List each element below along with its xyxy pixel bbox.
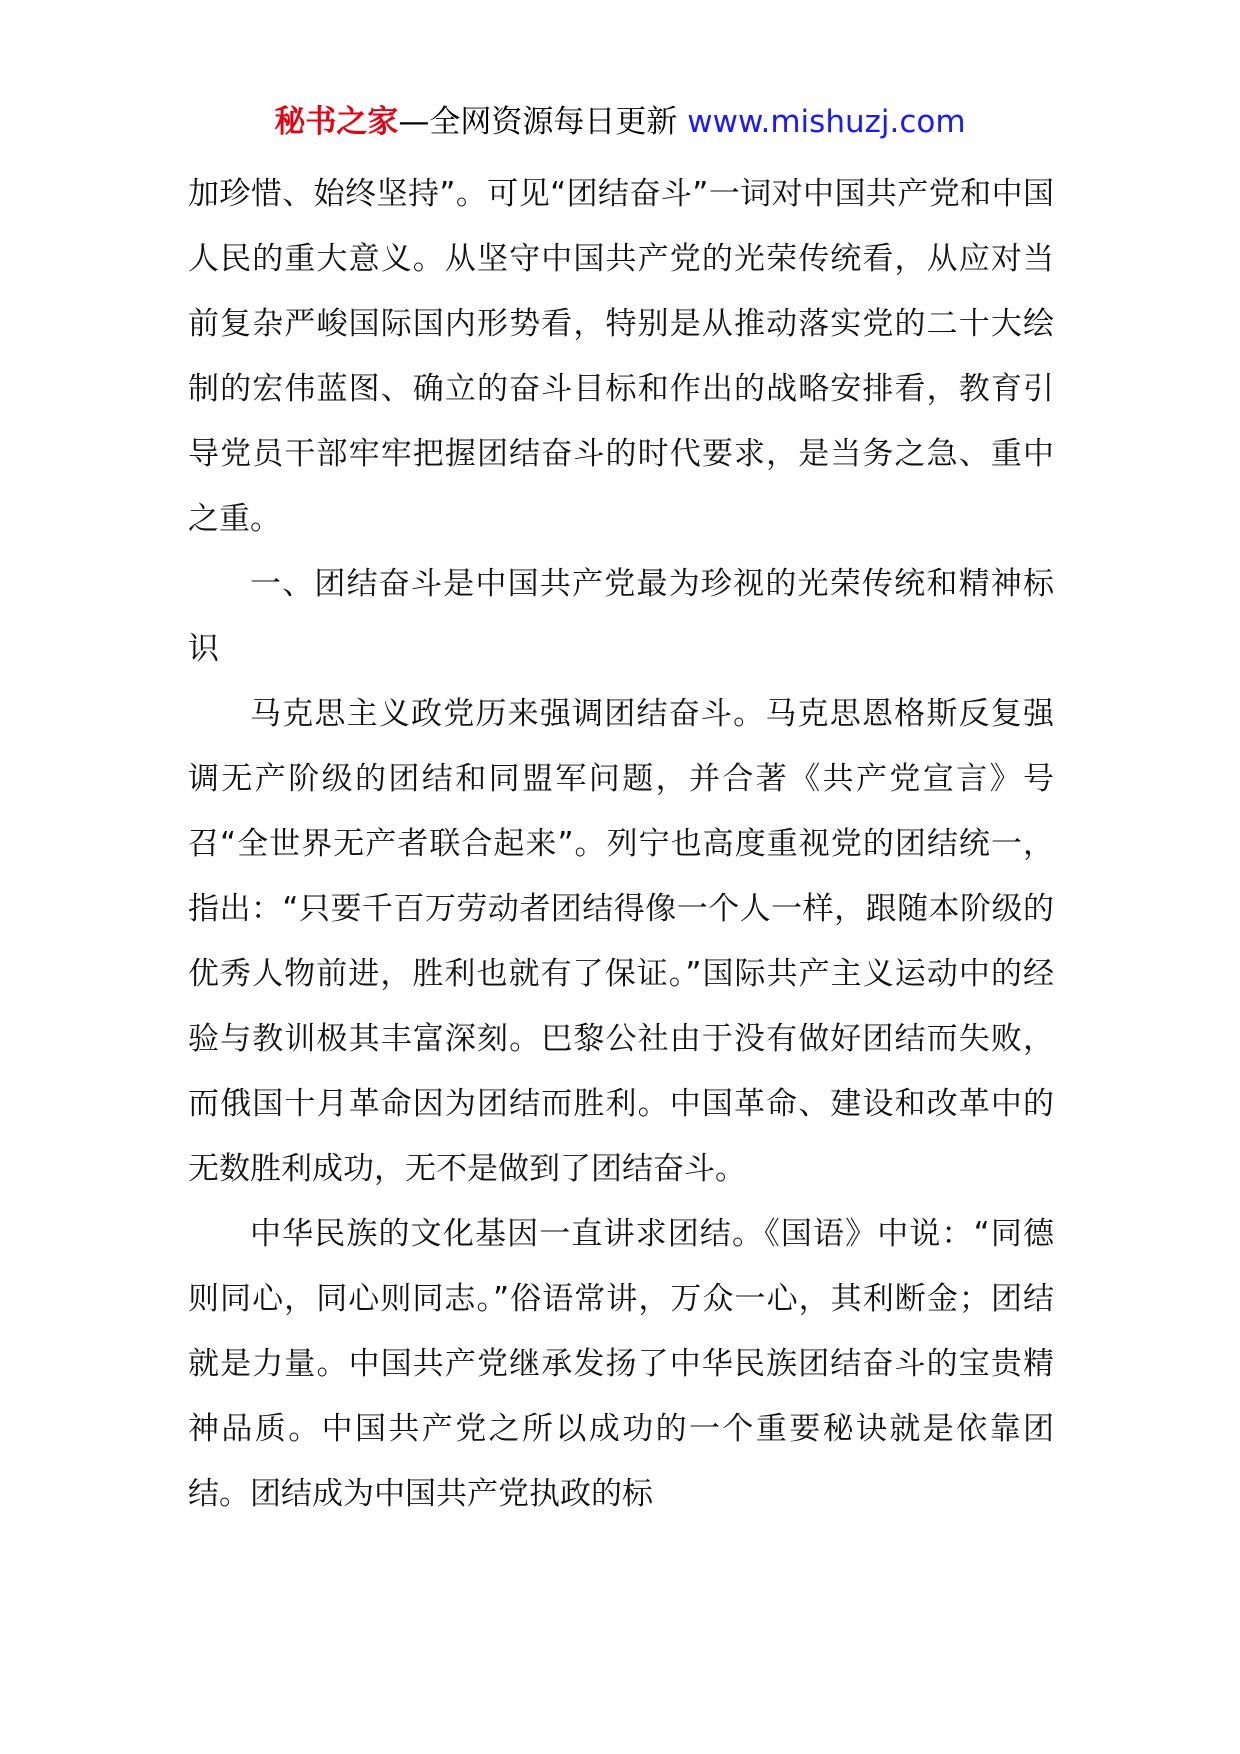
section-heading: 一、团结奋斗是中国共产党最为珍视的光荣传统和精神标识 <box>188 566 1054 667</box>
header-brand: 秘书之家 <box>274 104 399 140</box>
paragraph: 马克思主义政党历来强调团结奋斗。马克思恩格斯反复强调无产阶级的团结和同盟军问题，并合著《共产党宣言》号召“全世界无产者联合起来”。列宁也高度重视党的团结统一，指出：“只要千百万劳动者团结得像一个人一样，跟随本阶级的优秀人物前进，胜利也就有了保证。”国际共产主义运动中的经验与教训极其丰富深刻。巴黎公社由于没有做好团结而失败，而俄国十月革命因为团结而胜利。中国革命、建设和改革中的无数胜利成功，无不是做到了团结奋斗。 <box>188 696 1054 1187</box>
header-url-link[interactable]: www.mishuzj.com <box>687 104 966 140</box>
paragraph: 中华民族的文化基因一直讲求团结。《国语》中说：“同德则同心，同心则同志。”俗语常讲，万众一心，其利断金；团结就是力量。中国共产党继承发扬了中华民族团结奋斗的宝贵精神品质。中国共产党之所以成功的一个重要秘诀就是依靠团结。团结成为中国共产党执政的标 <box>188 1216 1054 1512</box>
document-body <box>188 162 1054 1527</box>
page-header <box>0 100 1240 144</box>
paragraph-continued: 加珍惜、始终坚持”。可见“团结奋斗”一词对中国共产党和中国人民的重大意义。从坚守中国共产党的光荣传统看，从应对当前复杂严峻国际国内形势看，特别是从推动落实党的二十大绘制的宏伟蓝图、确立的奋斗目标和作出的战略安排看，教育引导党员干部牢牢把握团结奋斗的时代要求，是当务之急、重中之重。 <box>188 176 1054 537</box>
header-tagline: —全网资源每日更新 <box>398 104 688 140</box>
